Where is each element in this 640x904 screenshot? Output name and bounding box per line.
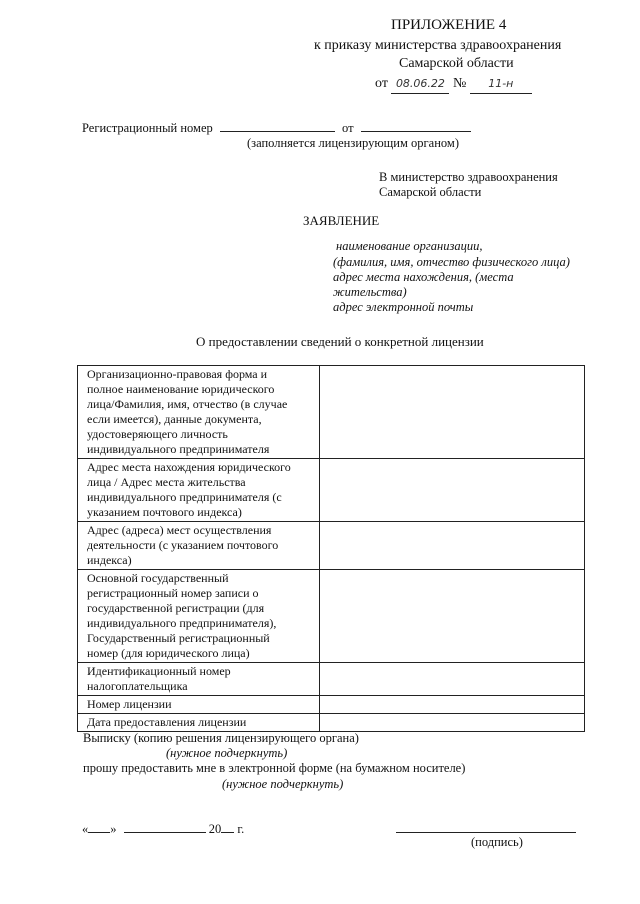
- row-label-legal-form: Организационно-правовая форма и полное наименование юридического лица/Фамилия, имя, отчество (в случае если имеется), данные документа, удостоверяющего личность индивидуального предпринимателя: [78, 366, 320, 459]
- year-prefix: 20: [208, 822, 222, 836]
- request-hint-1: (нужное подчеркнуть): [166, 746, 288, 760]
- signing-day-field[interactable]: [88, 821, 110, 833]
- quote-open: «: [82, 822, 89, 836]
- row-label-inn: Идентификационный номер налогоплательщика: [78, 663, 320, 696]
- row-label-activity-address: Адрес (адреса) мест осуществления деятельности (с указанием почтового индекса): [78, 522, 320, 570]
- row-label-ogrn: Основной государственный регистрационный номер записи о государственной регистрации (для индивидуального предпринимателя), Государственный регистрационный номер (для юридического лица): [78, 570, 320, 663]
- applicant-line-5: адрес электронной почты: [333, 300, 474, 314]
- row-value-license-date[interactable]: [320, 714, 585, 732]
- number-sign: №: [452, 76, 467, 91]
- row-value-legal-form[interactable]: [320, 366, 585, 459]
- row-value-inn[interactable]: [320, 663, 585, 696]
- table-row: [78, 570, 585, 663]
- license-info-table: [77, 365, 585, 732]
- applicant-line-1: наименование организации,: [336, 239, 483, 253]
- signing-year-field[interactable]: [221, 821, 234, 833]
- order-line: к приказу министерства здравоохранения: [314, 38, 562, 53]
- date-prefix: от: [375, 76, 388, 91]
- table-row: [78, 459, 585, 522]
- request-line-1: Выписку (копию решения лицензирующего органа): [83, 731, 359, 745]
- quote-close: »: [110, 822, 117, 836]
- table-row: [78, 522, 585, 570]
- row-value-ogrn[interactable]: [320, 570, 585, 663]
- statement-subject: О предоставлении сведений о конкретной лицензии: [196, 334, 484, 349]
- statement-title: ЗАЯВЛЕНИЕ: [303, 213, 380, 228]
- row-value-activity-address[interactable]: [320, 522, 585, 570]
- handwritten-date: 08.06.22: [395, 77, 445, 90]
- row-value-address[interactable]: [320, 459, 585, 522]
- row-label-license-date: Дата предоставления лицензии: [78, 714, 320, 732]
- row-label-license-number: Номер лицензии: [78, 696, 320, 714]
- order-region: Самарской области: [399, 56, 514, 71]
- registration-label: Регистрационный номер: [82, 121, 213, 135]
- applicant-line-3: адрес места нахождения, (места: [333, 270, 514, 284]
- request-line-2: прошу предоставить мне в электронной форме (на бумажном носителе): [83, 761, 466, 775]
- request-hint-2: (нужное подчеркнуть): [222, 777, 344, 791]
- row-label-address: Адрес места нахождения юридического лица / Адрес места жительства индивидуального предпринимателя (с указанием почтового индекса): [78, 459, 320, 522]
- registration-date-field: [361, 120, 471, 132]
- signature-label: (подпись): [471, 835, 523, 849]
- registration-line: [82, 120, 471, 137]
- signing-date-line: [82, 821, 244, 838]
- applicant-line-2: (фамилия, имя, отчество физического лица): [333, 255, 570, 269]
- applicant-line-4: жительства): [333, 285, 407, 299]
- table-row: [78, 714, 585, 732]
- addressee-line-1: В министерство здравоохранения: [379, 170, 558, 184]
- table-row: [78, 366, 585, 459]
- signing-month-field[interactable]: [124, 821, 206, 833]
- addressee-line-2: Самарской области: [379, 185, 482, 199]
- order-number-field: [470, 75, 532, 94]
- handwritten-number: 11-н: [488, 77, 514, 90]
- appendix-title: ПРИЛОЖЕНИЕ 4: [391, 17, 507, 33]
- registration-from-label: от: [342, 121, 354, 135]
- order-date-line: [375, 75, 532, 94]
- table-row: [78, 663, 585, 696]
- registration-number-field: [220, 120, 335, 132]
- signature-line[interactable]: [396, 832, 576, 833]
- year-suffix: г.: [237, 822, 245, 836]
- order-date-field: [391, 75, 449, 94]
- table-row: [78, 696, 585, 714]
- registration-note: (заполняется лицензирующим органом): [247, 136, 459, 150]
- row-value-license-number[interactable]: [320, 696, 585, 714]
